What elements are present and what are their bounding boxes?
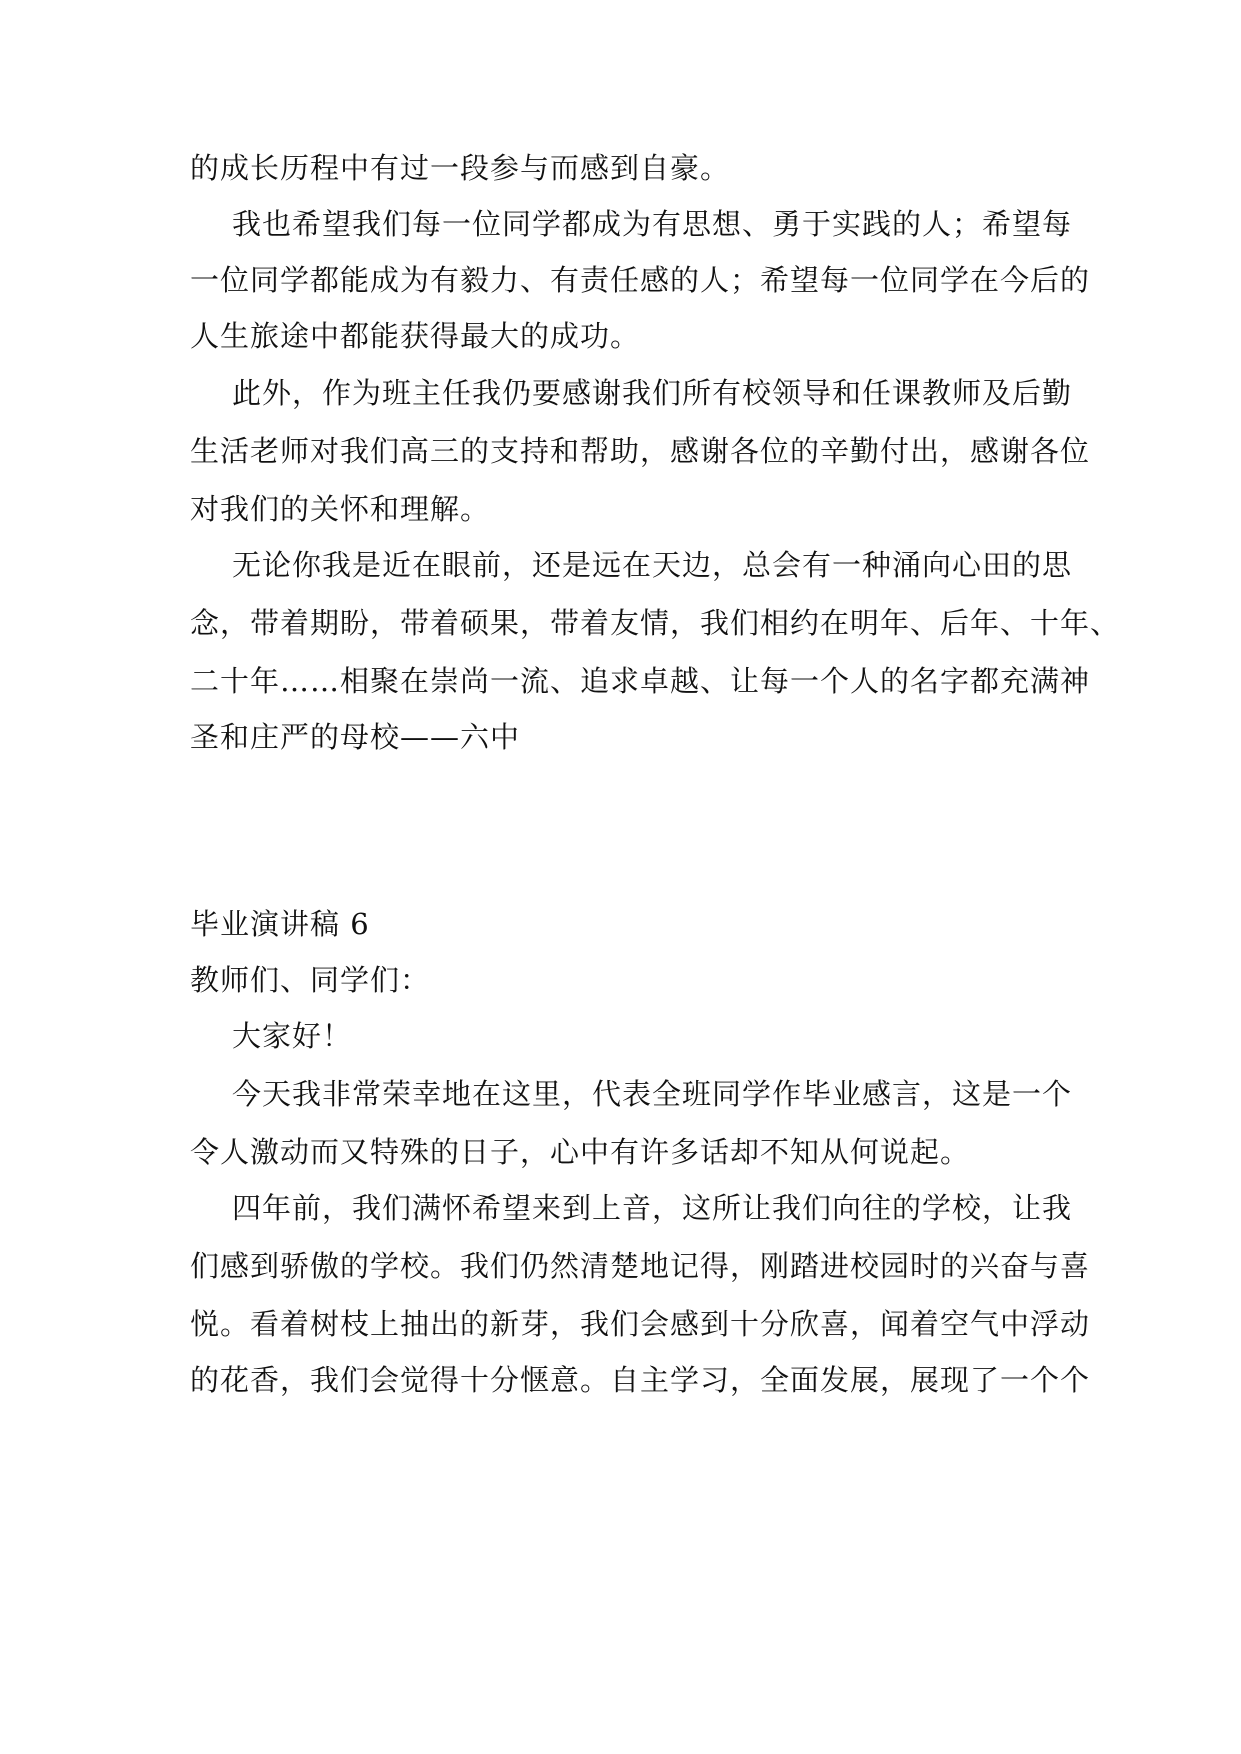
greeting: 大家好！ — [232, 1019, 353, 1053]
paragraph-line: 们感到骄傲的学校。我们仍然清楚地记得，刚踏进校园时的兴奋与喜 — [190, 1249, 1091, 1283]
paragraph-line: 圣和庄严的母校——六中 — [190, 720, 521, 754]
paragraph-line: 念，带着期盼，带着硕果，带着友情，我们相约在明年、后年、十年、 — [190, 606, 1121, 640]
paragraph-line: 一位同学都能成为有毅力、有责任感的人；希望每一位同学在今后的 — [190, 263, 1091, 297]
paragraph-line: 悦。看着树枝上抽出的新芽，我们会感到十分欣喜，闻着空气中浮动 — [190, 1307, 1091, 1341]
paragraph-line: 对我们的关怀和理解。 — [190, 492, 491, 526]
paragraph-line: 四年前，我们满怀希望来到上音，这所让我们向往的学校，让我 — [232, 1191, 1073, 1225]
paragraph-line: 二十年……相聚在崇尚一流、追求卓越、让每一个人的名字都充满神 — [190, 664, 1091, 698]
paragraph-line: 的花香，我们会觉得十分惬意。自主学习，全面发展，展现了一个个 — [190, 1363, 1091, 1397]
paragraph-line: 无论你我是近在眼前，还是远在天边，总会有一种涌向心田的思 — [232, 548, 1073, 582]
paragraph-line: 我也希望我们每一位同学都成为有思想、勇于实践的人；希望每 — [232, 207, 1073, 241]
paragraph-line: 此外，作为班主任我仍要感谢我们所有校领导和任课教师及后勤 — [232, 376, 1073, 410]
paragraph-line: 生活老师对我们高三的支持和帮助，感谢各位的辛勤付出，感谢各位 — [190, 434, 1091, 468]
paragraph-line: 的成长历程中有过一段参与而感到自豪。 — [190, 151, 731, 185]
paragraph-line: 今天我非常荣幸地在这里，代表全班同学作毕业感言，这是一个 — [232, 1077, 1073, 1111]
section-heading: 毕业演讲稿 6 — [190, 907, 370, 941]
salutation: 教师们、同学们： — [190, 963, 431, 997]
paragraph-line: 人生旅途中都能获得最大的成功。 — [190, 319, 641, 353]
paragraph-line: 令人激动而又特殊的日子，心中有许多话却不知从何说起。 — [190, 1135, 971, 1169]
